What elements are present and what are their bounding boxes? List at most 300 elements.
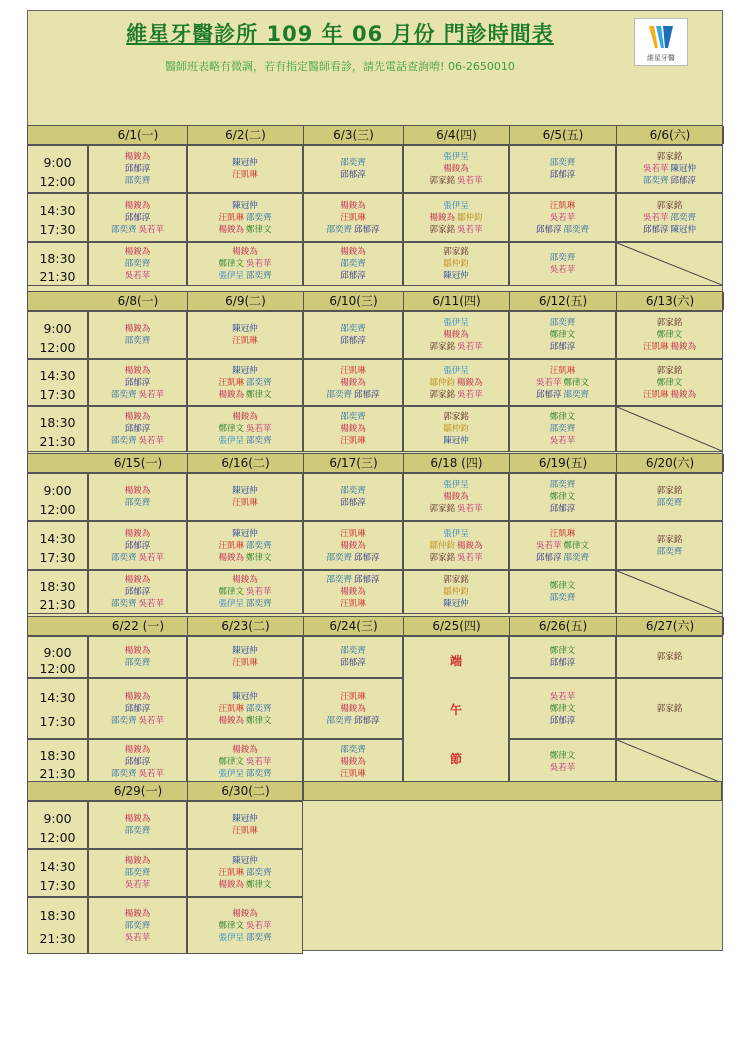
slot-end-time: 12:00 xyxy=(39,501,76,517)
doctor-name: 鄭律文 xyxy=(563,540,590,551)
date-header: 6/1(一) xyxy=(89,126,188,144)
doctor-name: 邱郁淳 xyxy=(340,498,366,508)
slot-start-time: 9:00 xyxy=(43,320,72,336)
doctor-line xyxy=(217,270,272,282)
doctor-name: 汪凱琳 xyxy=(218,377,244,388)
schedule-cell xyxy=(616,145,723,193)
doctor-line xyxy=(217,435,272,447)
doctor-name: 鄭律文 xyxy=(549,492,576,502)
slot-end-time: 21:30 xyxy=(39,268,76,284)
doctor-line xyxy=(535,540,590,552)
doctor-line xyxy=(442,598,470,610)
doctor-line xyxy=(110,435,165,447)
doctor-line xyxy=(110,598,165,610)
doctor-line xyxy=(642,389,697,401)
doctor-name: 陳冠仲 xyxy=(443,436,469,446)
doctor-line xyxy=(231,157,259,169)
doctor-line xyxy=(217,920,272,932)
doctor-line xyxy=(231,855,259,867)
doctor-line xyxy=(124,908,152,920)
date-header: 6/13(六) xyxy=(617,292,724,310)
time-slot-label xyxy=(27,801,88,849)
schedule-cell xyxy=(187,849,303,897)
doctor-line xyxy=(549,528,577,540)
schedule-cell xyxy=(509,473,616,521)
doctor-name: 楊鋑為 xyxy=(232,575,258,585)
doctor-line xyxy=(339,485,367,497)
doctor-name: 楊鋑為 xyxy=(124,646,151,656)
doctor-line xyxy=(549,479,577,491)
schedule-cell xyxy=(187,678,303,739)
doctor-name: 陳冠仲 xyxy=(232,691,258,702)
doctor-name: 吳若苹 xyxy=(457,342,483,352)
schedule-cell xyxy=(88,849,187,897)
doctor-line xyxy=(549,645,577,657)
slot-end-time: 12:00 xyxy=(39,339,76,355)
doctor-name: 汪凱琳 xyxy=(340,528,366,539)
doctor-line xyxy=(656,651,684,663)
schedule-cell xyxy=(88,145,187,193)
holiday-label: 端 xyxy=(449,654,462,669)
doctor-line xyxy=(442,317,470,329)
holiday-cell xyxy=(403,636,509,784)
doctor-name: 吳若苹 xyxy=(138,552,165,563)
doctor-name: 張伊呈 xyxy=(218,436,244,446)
slot-end-time: 21:30 xyxy=(39,931,76,947)
doctor-line xyxy=(217,756,272,768)
doctor-name: 邵奕齊 xyxy=(563,224,590,235)
schedule-cell xyxy=(303,311,403,359)
doctor-line xyxy=(656,485,684,497)
doctor-name: 邵奕齊 xyxy=(124,498,151,508)
slot-end-time: 21:30 xyxy=(39,766,76,782)
doctor-name: 陳冠仲 xyxy=(232,200,258,211)
doctor-name: 陳冠仲 xyxy=(232,856,258,866)
doctor-line xyxy=(339,756,367,768)
doctor-name: 邵奕齊 xyxy=(124,868,151,878)
doctor-line xyxy=(428,224,483,236)
doctor-name: 汪凱琳 xyxy=(340,691,366,702)
time-slot-label xyxy=(27,406,88,452)
doctor-name: 邵奕齊 xyxy=(110,224,137,235)
doctor-name: 楊鋑為 xyxy=(124,528,151,539)
schedule-cell xyxy=(187,570,303,614)
doctor-name: 郭家銘 xyxy=(429,342,455,352)
doctor-name: 鄭律文 xyxy=(656,377,683,388)
doctor-name: 吳若苹 xyxy=(138,599,165,609)
diagonal-line xyxy=(617,407,722,451)
doctor-line xyxy=(642,212,697,224)
week-header-row xyxy=(27,291,723,311)
schedule-cell xyxy=(616,636,723,678)
date-header: 6/22 (一) xyxy=(89,617,188,635)
doctor-name: 陳冠仲 xyxy=(443,271,469,281)
doctor-name: 邱郁淳 xyxy=(340,170,366,180)
doctor-name: 汪凱琳 xyxy=(549,365,576,376)
doctor-name: 郭家銘 xyxy=(429,504,455,514)
doctor-name: 張伊呈 xyxy=(218,932,244,943)
doctor-name: 邵奕齊 xyxy=(246,768,272,779)
time-slot-label xyxy=(27,242,88,286)
doctor-name: 楊鋑為 xyxy=(340,703,366,714)
doctor-line xyxy=(231,574,259,586)
doctor-line xyxy=(124,932,152,944)
date-header: 6/2(二) xyxy=(188,126,304,144)
doctor-line xyxy=(110,552,165,564)
date-header: 6/11(四) xyxy=(404,292,510,310)
doctor-name: 張伊呈 xyxy=(443,480,469,490)
week-header-row xyxy=(27,125,723,145)
doctor-line xyxy=(124,497,152,509)
doctor-name: 邵奕齊 xyxy=(124,259,151,269)
doctor-name: 邵奕齊 xyxy=(110,389,137,400)
date-header: 6/16(二) xyxy=(188,454,304,472)
schedule-cell xyxy=(88,897,187,954)
schedule-cell xyxy=(616,311,723,359)
doctor-line xyxy=(124,657,152,669)
slot-end-time: 17:30 xyxy=(39,387,76,403)
doctor-line xyxy=(656,377,684,389)
doctor-name: 邵奕齊 xyxy=(326,552,352,563)
doctor-line xyxy=(217,389,272,401)
doctor-line xyxy=(656,534,684,546)
schedule-cell xyxy=(509,678,616,739)
doctor-name: 鄭律文 xyxy=(549,646,576,656)
doctor-line xyxy=(124,335,152,347)
doctor-name: 郭家銘 xyxy=(429,552,455,563)
doctor-line xyxy=(124,645,152,657)
week-header-row xyxy=(27,781,303,801)
date-header: 6/23(二) xyxy=(188,617,304,635)
doctor-line xyxy=(231,200,259,212)
slot-start-time: 14:30 xyxy=(39,530,76,546)
doctor-name: 邵奕齊 xyxy=(124,336,151,346)
doctor-line xyxy=(231,485,259,497)
slot-start-time: 18:30 xyxy=(39,748,76,764)
doctor-name: 邵奕齊 xyxy=(340,259,366,269)
time-slot-label xyxy=(27,311,88,359)
doctor-name: 邱郁淳 xyxy=(535,224,562,235)
doctor-name: 邵奕齊 xyxy=(326,715,352,726)
doctor-line xyxy=(217,867,272,879)
doctor-name: 陳冠仲 xyxy=(232,365,258,376)
schedule-cell xyxy=(88,570,187,614)
closed-slot xyxy=(616,242,723,286)
schedule-cell xyxy=(187,193,303,242)
doctor-line xyxy=(442,528,470,540)
doctor-name: 楊鋑為 xyxy=(218,552,244,563)
doctor-name: 邱郁淳 xyxy=(340,658,366,668)
schedule-cell xyxy=(616,678,723,739)
doctor-name: 汪凱琳 xyxy=(218,212,244,223)
doctor-name: 邵奕齊 xyxy=(246,932,272,943)
time-slot-label xyxy=(27,636,88,678)
doctor-line xyxy=(549,503,577,515)
doctor-name: 邵奕齊 xyxy=(326,389,352,400)
doctor-line xyxy=(124,867,152,879)
slot-start-time: 14:30 xyxy=(39,202,76,218)
diagonal-line xyxy=(617,571,722,613)
doctor-line xyxy=(428,389,483,401)
doctor-name: 楊鋑為 xyxy=(429,212,455,223)
doctor-name: 邱郁淳 xyxy=(124,377,151,388)
doctor-line xyxy=(217,932,272,944)
doctor-name: 鄒仲鈞 xyxy=(443,587,469,597)
slot-start-time: 18:30 xyxy=(39,250,76,266)
date-header: 6/19(五) xyxy=(510,454,617,472)
diagonal-line xyxy=(617,243,722,285)
doctor-name: 吳若苹 xyxy=(642,212,669,223)
doctor-name: 鄭律文 xyxy=(246,389,272,400)
date-header: 6/17(三) xyxy=(304,454,404,472)
doctor-name: 楊鋑為 xyxy=(124,412,151,422)
date-header: 6/3(三) xyxy=(304,126,404,144)
doctor-name: 邵奕齊 xyxy=(110,552,137,563)
doctor-name: 吳若苹 xyxy=(549,265,576,275)
clinic-logo xyxy=(634,18,688,66)
schedule-cell xyxy=(403,570,509,614)
schedule-cell xyxy=(616,521,723,570)
doctor-name: 邱郁淳 xyxy=(124,756,151,767)
time-slot-label xyxy=(27,570,88,614)
schedule-cell xyxy=(187,897,303,954)
doctor-name: 楊鋑為 xyxy=(443,164,469,174)
doctor-line xyxy=(442,200,470,212)
doctor-line xyxy=(549,411,577,423)
schedule-cell xyxy=(403,359,509,406)
doctor-line xyxy=(442,151,470,163)
date-header: 6/10(三) xyxy=(304,292,404,310)
slot-end-time: 12:00 xyxy=(39,661,76,677)
time-slot-label xyxy=(27,145,88,193)
doctor-name: 楊鋑為 xyxy=(670,389,697,400)
doctor-line xyxy=(231,411,259,423)
doctor-line xyxy=(549,200,577,212)
slot-start-time: 18:30 xyxy=(39,578,76,594)
doctor-name: 郭家銘 xyxy=(656,652,683,662)
doctor-line xyxy=(124,485,152,497)
doctor-line xyxy=(656,317,684,329)
doctor-line xyxy=(339,169,367,181)
doctor-line xyxy=(549,264,577,276)
slot-start-time: 14:30 xyxy=(39,368,76,384)
doctor-line xyxy=(124,879,152,891)
doctor-name: 邵奕齊 xyxy=(326,224,352,235)
doctor-name: 楊鋑為 xyxy=(124,324,151,334)
doctor-name: 鄭律文 xyxy=(549,412,576,422)
schedule-cell xyxy=(88,473,187,521)
slot-end-time: 17:30 xyxy=(39,222,76,238)
doctor-line xyxy=(442,258,470,270)
doctor-line xyxy=(124,691,152,703)
schedule-cell xyxy=(187,359,303,406)
doctor-name: 楊鋑為 xyxy=(218,389,244,400)
doctor-name: 鄭律文 xyxy=(563,377,590,388)
doctor-name: 陳冠仲 xyxy=(670,164,697,174)
doctor-line xyxy=(549,750,577,762)
doctor-name: 鄒仲鈞 xyxy=(429,540,455,551)
doctor-name: 楊鋑為 xyxy=(340,377,366,388)
doctor-name: 邱郁淳 xyxy=(354,552,380,563)
doctor-name: 鄒仲鈞 xyxy=(429,377,455,388)
doctor-name: 郭家銘 xyxy=(656,152,683,162)
doctor-name: 鄭律文 xyxy=(218,920,244,931)
doctor-name: 鄭律文 xyxy=(246,715,272,726)
doctor-line xyxy=(549,435,577,447)
doctor-line xyxy=(231,691,259,703)
week-header-row xyxy=(27,453,723,473)
doctor-name: 楊鋑為 xyxy=(340,247,366,257)
doctor-name: 邵奕齊 xyxy=(110,715,137,726)
doctor-line xyxy=(549,341,577,353)
schedule-cell xyxy=(88,311,187,359)
doctor-line xyxy=(428,552,483,564)
doctor-line xyxy=(549,491,577,503)
schedule-cell xyxy=(88,359,187,406)
time-slot-label xyxy=(27,678,88,739)
schedule-cell xyxy=(303,739,403,784)
schedule-cell xyxy=(88,801,187,849)
doctor-name: 吳若苹 xyxy=(246,259,272,269)
doctor-name: 邵奕齊 xyxy=(670,212,697,223)
doctor-name: 邱郁淳 xyxy=(354,224,380,235)
doctor-line xyxy=(656,703,684,715)
doctor-line xyxy=(642,163,697,175)
schedule-cell xyxy=(303,473,403,521)
doctor-name: 楊鋑為 xyxy=(232,908,258,919)
doctor-name: 楊鋑為 xyxy=(124,908,151,919)
doctor-name: 邱郁淳 xyxy=(354,389,380,400)
doctor-line xyxy=(124,377,152,389)
doctor-name: 鄭律文 xyxy=(246,552,272,563)
doctor-name: 鄭律文 xyxy=(218,424,244,434)
date-header: 6/18 (四) xyxy=(404,454,510,472)
doctor-line xyxy=(231,645,259,657)
doctor-name: 邵奕齊 xyxy=(110,768,137,779)
schedule-cell xyxy=(509,739,616,784)
doctor-name: 楊鋑為 xyxy=(124,856,151,866)
date-header: 6/24(三) xyxy=(304,617,404,635)
schedule-cell xyxy=(187,739,303,784)
doctor-line xyxy=(231,335,259,347)
doctor-name: 邱郁淳 xyxy=(642,224,669,235)
slot-end-time: 17:30 xyxy=(39,550,76,566)
doctor-line xyxy=(231,657,259,669)
doctor-line xyxy=(124,175,152,187)
doctor-line xyxy=(339,423,367,435)
schedule-cell xyxy=(88,636,187,678)
doctor-line xyxy=(339,598,367,610)
date-header: 6/12(五) xyxy=(510,292,617,310)
doctor-line xyxy=(549,691,577,703)
doctor-name: 吳若苹 xyxy=(457,389,483,400)
slot-end-time: 12:00 xyxy=(39,173,76,189)
doctor-line xyxy=(231,246,259,258)
doctor-name: 陳冠仲 xyxy=(232,646,258,656)
doctor-name: 邵奕齊 xyxy=(110,599,137,609)
doctor-line xyxy=(428,540,483,552)
doctor-line xyxy=(217,224,272,236)
doctor-line xyxy=(110,715,165,727)
doctor-name: 郭家銘 xyxy=(429,176,455,186)
schedule-cell xyxy=(187,311,303,359)
doctor-name: 楊鋑為 xyxy=(124,486,151,496)
doctor-line xyxy=(442,586,470,598)
doctor-line xyxy=(549,317,577,329)
doctor-line xyxy=(442,329,470,341)
doctor-name: 鄒仲鈞 xyxy=(457,212,483,223)
schedule-cell xyxy=(509,145,616,193)
doctor-name: 邵奕齊 xyxy=(326,575,352,585)
doctor-name: 吳若苹 xyxy=(138,768,165,779)
diagonal-line xyxy=(617,740,722,783)
time-slot-label xyxy=(27,193,88,242)
doctor-line xyxy=(339,323,367,335)
date-header: 6/8(一) xyxy=(89,292,188,310)
doctor-line xyxy=(549,592,577,604)
doctor-line xyxy=(442,574,470,586)
doctor-line xyxy=(110,224,165,236)
doctor-line xyxy=(535,552,590,564)
doctor-name: 邱郁淳 xyxy=(354,575,380,585)
doctor-line xyxy=(217,598,272,610)
doctor-name: 邵奕齊 xyxy=(124,920,151,931)
doctor-name: 邵奕齊 xyxy=(340,646,366,656)
doctor-line xyxy=(124,212,152,224)
doctor-name: 邵奕齊 xyxy=(246,212,272,223)
doctor-name: 邵奕齊 xyxy=(124,176,151,186)
doctor-name: 吳若苹 xyxy=(138,436,165,446)
doctor-name: 邵奕齊 xyxy=(656,546,683,557)
doctor-name: 邵奕齊 xyxy=(563,389,590,400)
doctor-line xyxy=(549,715,577,727)
doctor-name: 楊鋑為 xyxy=(124,814,151,824)
doctor-name: 汪凱琳 xyxy=(218,868,244,878)
doctor-line xyxy=(231,365,259,377)
doctor-line xyxy=(124,151,152,163)
doctor-line xyxy=(339,586,367,598)
schedule-cell xyxy=(403,311,509,359)
slot-start-time: 9:00 xyxy=(43,154,72,170)
doctor-name: 陳冠仲 xyxy=(232,486,258,496)
doctor-name: 張伊呈 xyxy=(218,768,244,779)
doctor-name: 邱郁淳 xyxy=(535,389,562,400)
doctor-line xyxy=(325,715,380,727)
schedule-cell xyxy=(187,406,303,452)
doctor-line xyxy=(217,586,272,598)
doctor-name: 吳若苹 xyxy=(535,540,562,551)
slot-start-time: 18:30 xyxy=(39,908,76,924)
doctor-name: 郭家銘 xyxy=(443,247,469,257)
doctor-line xyxy=(339,657,367,669)
doctor-line xyxy=(325,574,380,586)
doctor-line xyxy=(217,212,272,224)
doctor-name: 邵奕齊 xyxy=(549,593,576,603)
doctor-line xyxy=(217,423,272,435)
doctor-name: 吳若苹 xyxy=(457,176,483,186)
doctor-line xyxy=(339,270,367,282)
doctor-line xyxy=(442,365,470,377)
doctor-name: 吳若苹 xyxy=(642,164,669,174)
doctor-line xyxy=(549,762,577,774)
doctor-name: 郭家銘 xyxy=(429,389,455,400)
schedule-cell xyxy=(187,521,303,570)
doctor-name: 邵奕齊 xyxy=(246,436,272,446)
doctor-name: 吳若苹 xyxy=(549,691,576,702)
schedule-cell xyxy=(88,521,187,570)
doctor-name: 邵奕齊 xyxy=(549,318,576,328)
doctor-line xyxy=(339,157,367,169)
